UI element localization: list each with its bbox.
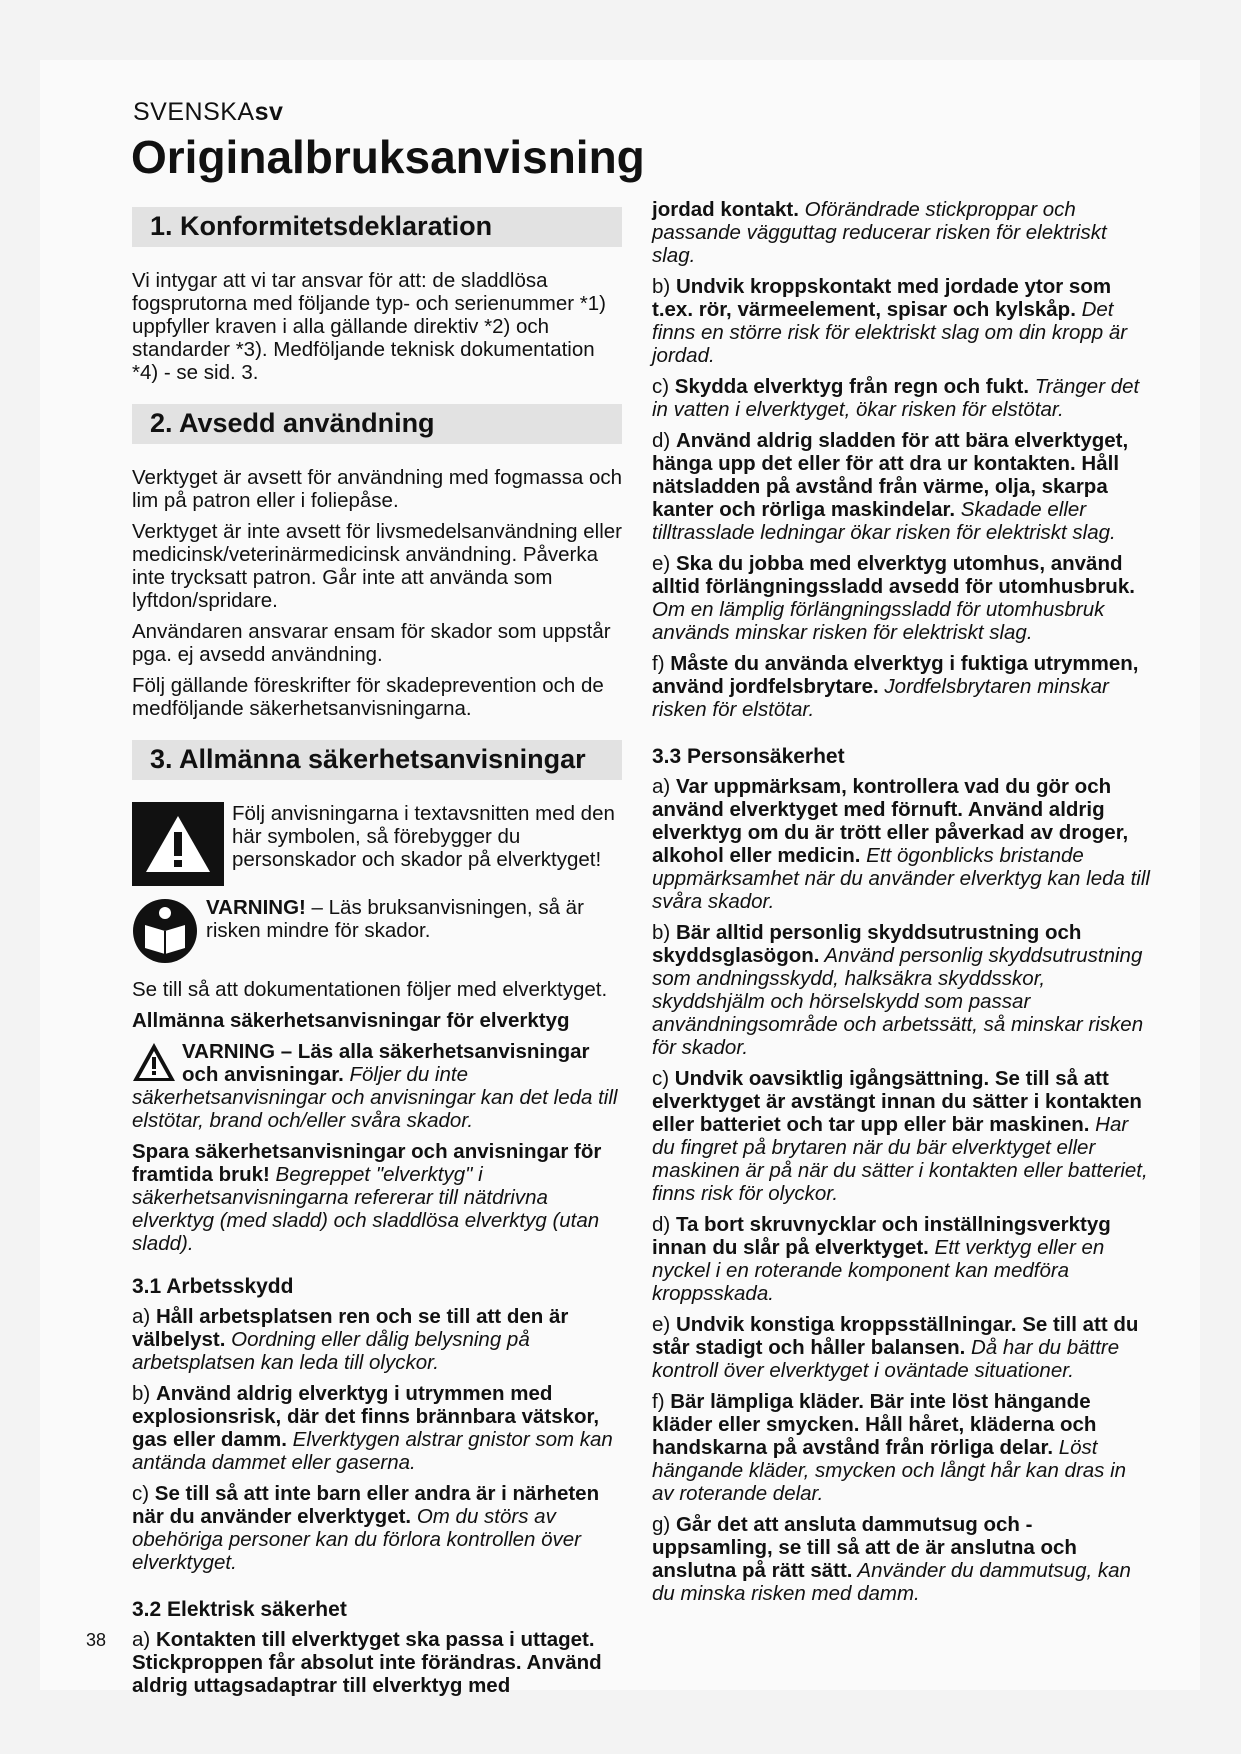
- section-heading-safety: 3. Allmänna säkerhetsanvisningar: [132, 740, 622, 780]
- manual-warning-text: VARNING! – Läs bruksanvisningen, så är risken mindre för skador.: [206, 896, 584, 942]
- warning-triangle-icon: [132, 1042, 176, 1082]
- section-heading-intended-use: 2. Avsedd användning: [132, 404, 622, 444]
- general-safety-title: Allmänna säkerhetsanvisningar för elverktyg: [132, 1009, 570, 1032]
- warning-triangle-icon: [132, 802, 224, 886]
- left-column: [132, 207, 622, 1705]
- manual-warning: [132, 896, 622, 964]
- work-area-b: b) Använd aldrig elverktyg i utrymmen med explosionsrisk, där det finns brännbara vätskor, gas eller damm. Elverktygen alstrar gnistor som kan antända dammet eller gaserna.: [132, 1382, 613, 1474]
- subheading-personal-safety: 3.3 Personsäkerhet: [652, 745, 845, 768]
- electrical-e: e) Ska du jobba med elverktyg utomhus, använd alltid förlängningssladd avsedd för utomhusbruk. Om en lämplig förlängningssladd för utomhusbruk används minskar risken för elektriskt slag.: [652, 552, 1135, 644]
- page-number: 38: [86, 1630, 107, 1650]
- intended-use-p1: Verktyget är avsett för användning med fogmassa och lim på patron eller i foliepåse.: [132, 466, 622, 512]
- document-follow-text: Se till så att dokumentationen följer med elverktyget.: [132, 978, 608, 1001]
- electrical-f: f) Måste du använda elverktyg i fuktiga utrymmen, använd jordfelsbrytare. Jordfelsbrytaren minskar risken för elstötar.: [652, 652, 1139, 721]
- personal-c: c) Undvik oavsiktlig igångsättning. Se till så att elverktyget är avstängt innan du sätter i kontakten eller batteriet och tar upp eller bär maskinen. Har du fingret på brytaren när du bär elverktyget eller maskinen är på när du sätter i kontakten eller batteriet, finns risk för olyckor.: [652, 1067, 1148, 1205]
- electrical-b: b) Undvik kroppskontakt med jordade ytor som t.ex. rör, värmeelement, spisar och kylskåp. Det finns en större risk för elektriskt slag om din kropp är jordad.: [652, 275, 1128, 367]
- subheading-electrical: 3.2 Elektrisk säkerhet: [132, 1598, 347, 1621]
- symbol-note-text: Följ anvisningarna i textavsnitten med den här symbolen, så förebygger du personskador och skador på elverktyget!: [232, 802, 615, 871]
- personal-b: b) Bär alltid personlig skyddsutrustning och skyddsglasögon. Använd personlig skyddsutrustning som andningsskydd, halksäkra skyddsskor, skyddshjälm och hörselskydd som passar användningsområde och arbetssätt, så minskar risken för skador.: [652, 921, 1144, 1059]
- section-heading-conformity: 1. Konformitetsdeklaration: [132, 207, 622, 247]
- personal-a: a) Var uppmärksam, kontrollera vad du gör och använd elverktyget med förnuft. Använd aldrig elverktyg om du är trött eller påverkad av droger, alkohol eller medicin. Ett ögonblicks bristande uppmärksamhet när du använder elverktyg kan leda till svåra skador.: [652, 775, 1150, 913]
- personal-e: e) Undvik konstiga kroppsställningar. Se till att du står stadigt och håller balansen. Då har du bättre kontroll över elverktyget i oväntade situationer.: [652, 1313, 1139, 1382]
- right-column: [652, 198, 1152, 1613]
- work-area-a: a) Håll arbetsplatsen ren och se till att den är välbelyst. Oordning eller dålig belysning på arbetsplatsen kan leda till olyckor.: [132, 1305, 569, 1374]
- personal-g: g) Går det att ansluta dammutsug och -uppsamling, se till så att de är anslutna och anslutna på rätt sätt. Använder du dammutsug, kan du minska risken med damm.: [652, 1513, 1131, 1605]
- save-instructions: Spara säkerhetsanvisningar och anvisningar för framtida bruk! Begreppet "elverktyg" i säkerhetsanvisningarna refererar till nätdrivna elverktyg (med sladd) och sladdlösa elverktyg (utan sladd).: [132, 1140, 602, 1255]
- electrical-a-continued: jordad kontakt. Oförändrade stickproppar och passande vägguttag reducerar risken för elektriskt slag.: [652, 198, 1107, 267]
- personal-d: d) Ta bort skruvnycklar och inställningsverktyg innan du slår på elverktyget. Ett verktyg eller en nyckel i en roterande komponent kan medföra kroppsskada.: [652, 1213, 1111, 1305]
- electrical-a: a) Kontakten till elverktyget ska passa i uttaget. Stickproppen får absolut inte förändras. Använd aldrig uttagsadaptrar till elverktyg med: [132, 1628, 602, 1697]
- personal-f: f) Bär lämpliga kläder. Bär inte löst hängande kläder eller smycken. Håll håret, kläderna och handskarna på avstånd från rörliga delar. Löst hängande kläder, smycken och långt hår kan dras in av roterande delar.: [652, 1390, 1127, 1505]
- intended-use-p2: Verktyget är inte avsett för livsmedelsanvändning eller medicinsk/veterinärmedicinsk användning. Påverka inte trycksatt patron. Går inte att använda som lyftdon/spridare.: [132, 520, 622, 612]
- general-warning: VARNING – Läs alla säkerhetsanvisningar och anvisningar. Följer du inte säkerhetsanvisningar och anvisningar kan det leda till elstötar, brand och/eller svåra skador.: [132, 1040, 618, 1132]
- page-title: Originalbruksanvisning: [131, 131, 645, 183]
- symbol-note: [132, 802, 622, 886]
- conformity-text: Vi intygar att vi tar ansvar för att: de sladdlösa fogsprutorna med följande typ- och serienummer *1) uppfyller kraven i alla gällande direktiv *2) och standarder *3). Medföljande teknisk dokumentation *4) - se sid. 3.: [132, 269, 607, 384]
- electrical-c: c) Skydda elverktyg från regn och fukt. Tränger det in vatten i elverktyget, ökar risken för elstötar.: [652, 375, 1140, 421]
- intended-use-p4: Följ gällande föreskrifter för skadeprevention och de medföljande säkerhetsanvisningarna.: [132, 674, 604, 720]
- subheading-work-area: 3.1 Arbetsskydd: [132, 1275, 294, 1298]
- electrical-d: d) Använd aldrig sladden för att bära elverktyget, hänga upp det eller för att dra ur kontakten. Håll nätsladden på avstånd från värme, olja, skarpa kanter och rörliga maskindelar. Skadade eller tilltrasslade ledningar ökar risken för elektriskt slag.: [652, 429, 1129, 544]
- intended-use-p3: Användaren ansvarar ensam för skador som uppstår pga. ej avsedd användning.: [132, 620, 611, 666]
- read-manual-icon: [132, 898, 198, 964]
- work-area-c: c) Se till så att inte barn eller andra är i närheten när du använder elverktyget. Om du störs av obehöriga personer kan du förlora kontrollen över elverktyget.: [132, 1482, 600, 1574]
- language-label: SVENSKAsv: [133, 98, 284, 126]
